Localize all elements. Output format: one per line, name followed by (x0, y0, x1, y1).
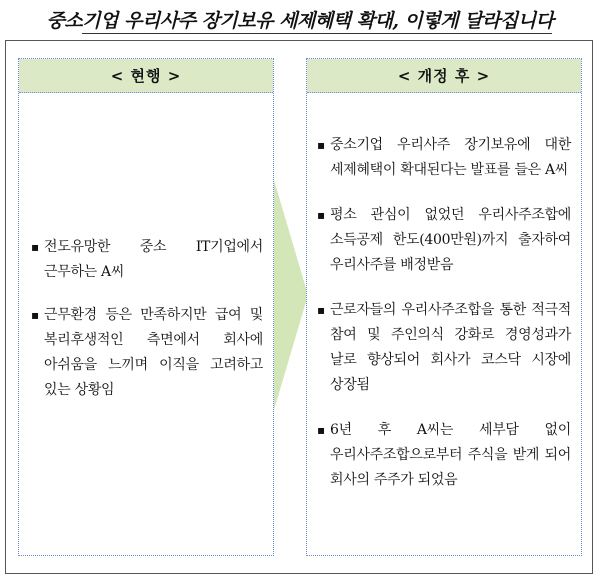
item-text: 중소기업 우리사주 장기보유에 대한 세제혜택이 확대된다는 발표를 들은 A씨 (330, 137, 571, 178)
bullet-icon: ▪ (317, 423, 325, 437)
bullet-icon: ▪ (31, 308, 39, 322)
bullet-icon: ▪ (317, 138, 325, 152)
bullet-icon: ▪ (317, 208, 325, 222)
title-underline (82, 33, 552, 34)
right-arrow-icon (274, 180, 308, 410)
current-items (29, 235, 263, 421)
revised-panel (306, 58, 582, 556)
item-text: 평소 관심이 없었던 우리사주조합에 소득공제 한도(400만원)까지 출자하여 우리사주를 배정받음 (330, 207, 571, 273)
item-text: 근로자들의 우리사주조합을 통한 적극적 참여 및 주인의식 강화로 경영성과가 날로 향상되어 회사가 코스닥 시장에 상장됨 (330, 302, 571, 393)
page-title: 중소기업 우리사주 장기보유 세제혜택 확대, 이렇게 달라집니다 (46, 10, 554, 32)
revised-items (315, 133, 571, 513)
list-item (29, 303, 263, 403)
list-item (315, 418, 571, 493)
item-text: 전도유망한 중소 IT기업에서 근무하는 A씨 (44, 239, 263, 280)
bullet-icon: ▪ (31, 240, 39, 254)
list-item (315, 203, 571, 278)
item-text: 근무환경 등은 만족하지만 급여 및 복리후생적인 측면에서 회사에 아쉬움을 느끼며 이직을 고려하고 있는 상황임 (44, 307, 263, 398)
revised-panel-heading: < 개정 후 > (307, 59, 581, 93)
current-panel-heading: < 현행 > (19, 59, 273, 93)
list-item (315, 298, 571, 398)
list-item (29, 235, 263, 285)
list-item (315, 133, 571, 183)
bullet-icon: ▪ (317, 303, 325, 317)
current-panel (18, 58, 274, 556)
item-text: 6년 후 A씨는 세부담 없이 우리사주조합으로부터 주식을 받게 되어 회사의 주주가 되었음 (330, 422, 571, 488)
